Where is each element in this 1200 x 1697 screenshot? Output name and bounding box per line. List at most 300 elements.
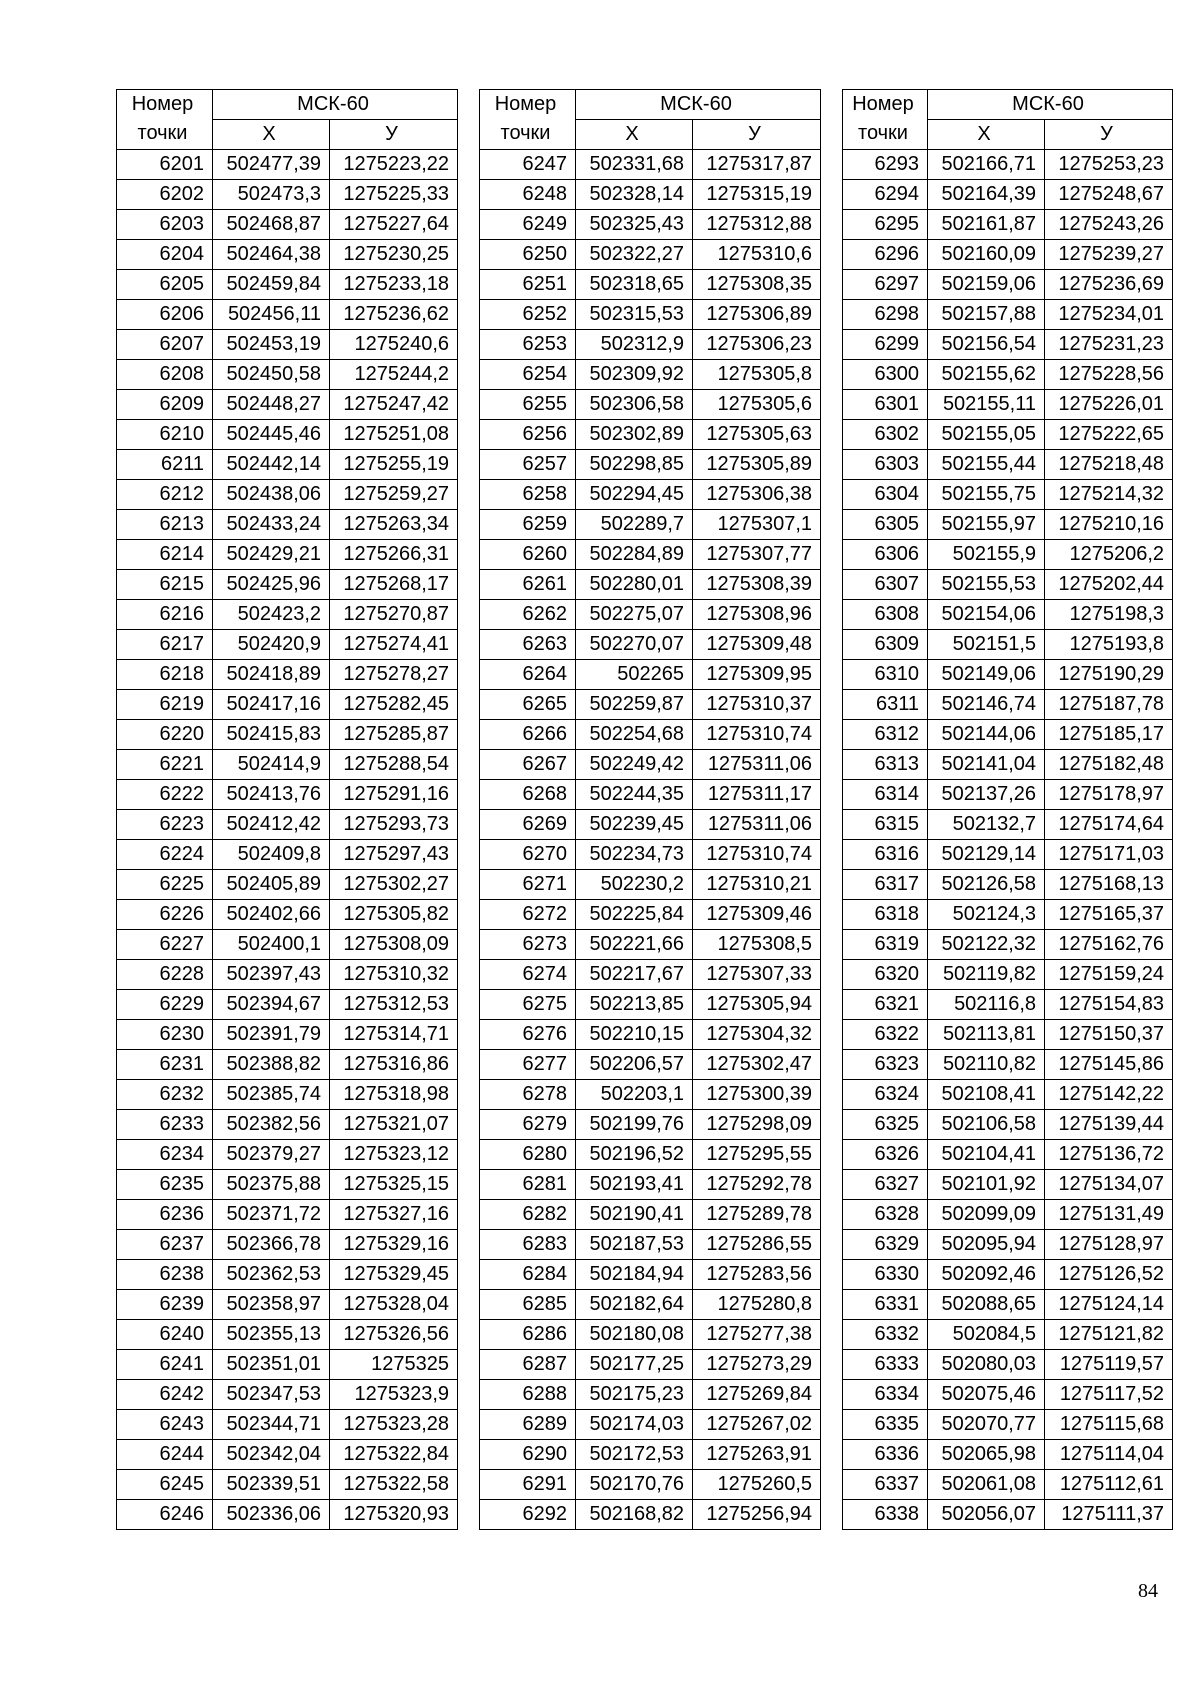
table-row: [480, 150, 821, 180]
coords-table: [479, 89, 821, 1530]
table-row: [843, 360, 1173, 390]
point-number-cell: 6327: [843, 1170, 928, 1200]
y-coordinate-cell: 1275227,64: [330, 210, 458, 240]
point-number-cell: 6300: [843, 360, 928, 390]
x-coordinate-cell: 502280,01: [576, 570, 693, 600]
x-coordinate-cell: 502132,7: [928, 810, 1045, 840]
y-coordinate-cell: 1275277,38: [693, 1320, 821, 1350]
y-coordinate-cell: 1275182,48: [1045, 750, 1173, 780]
table-row: [117, 570, 458, 600]
table-row: [843, 870, 1173, 900]
point-number-cell: 6322: [843, 1020, 928, 1050]
x-coordinate-cell: 502155,44: [928, 450, 1045, 480]
point-number-cell: 6255: [480, 390, 576, 420]
point-number-cell: 6204: [117, 240, 213, 270]
point-number-cell: 6317: [843, 870, 928, 900]
x-coordinate-cell: 502203,1: [576, 1080, 693, 1110]
point-number-cell: 6265: [480, 690, 576, 720]
point-number-cell: 6305: [843, 510, 928, 540]
table-row: [480, 420, 821, 450]
point-number-cell: 6278: [480, 1080, 576, 1110]
x-coordinate-cell: 502155,9: [928, 540, 1045, 570]
point-number-cell: 6241: [117, 1350, 213, 1380]
x-coordinate-cell: 502351,01: [213, 1350, 330, 1380]
point-number-cell: 6310: [843, 660, 928, 690]
y-coordinate-cell: 1275320,93: [330, 1500, 458, 1530]
point-number-cell: 6286: [480, 1320, 576, 1350]
point-number-cell: 6213: [117, 510, 213, 540]
y-coordinate-cell: 1275228,56: [1045, 360, 1173, 390]
x-coordinate-cell: 502156,54: [928, 330, 1045, 360]
point-number-cell: 6273: [480, 930, 576, 960]
table-row: [843, 780, 1173, 810]
table-row: [843, 1260, 1173, 1290]
y-coordinate-cell: 1275223,22: [330, 150, 458, 180]
table-row: [117, 1350, 458, 1380]
table-row: [843, 1170, 1173, 1200]
table-row: [843, 420, 1173, 450]
point-number-cell: 6279: [480, 1110, 576, 1140]
table-row: [480, 570, 821, 600]
table-row: [117, 1170, 458, 1200]
point-number-cell: 6321: [843, 990, 928, 1020]
y-coordinate-cell: 1275307,1: [693, 510, 821, 540]
y-coordinate-cell: 1275187,78: [1045, 690, 1173, 720]
table-row: [480, 1290, 821, 1320]
y-coordinate-cell: 1275171,03: [1045, 840, 1173, 870]
x-coordinate-cell: 502375,88: [213, 1170, 330, 1200]
point-number-cell: 6219: [117, 690, 213, 720]
x-coordinate-cell: 502336,06: [213, 1500, 330, 1530]
table-row: [117, 840, 458, 870]
x-coordinate-cell: 502164,39: [928, 180, 1045, 210]
table-row: [480, 690, 821, 720]
table-row: [117, 300, 458, 330]
point-number-cell: 6262: [480, 600, 576, 630]
point-number-cell: 6232: [117, 1080, 213, 1110]
x-coordinate-cell: 502259,87: [576, 690, 693, 720]
y-coordinate-cell: 1275306,38: [693, 480, 821, 510]
table-row: [117, 750, 458, 780]
point-number-cell: 6223: [117, 810, 213, 840]
table-row: [480, 1440, 821, 1470]
x-coordinate-cell: 502190,41: [576, 1200, 693, 1230]
table-row: [117, 1230, 458, 1260]
y-coordinate-cell: 1275329,45: [330, 1260, 458, 1290]
table-row: [480, 360, 821, 390]
table-row: [117, 1380, 458, 1410]
table-row: [480, 1260, 821, 1290]
point-number-cell: 6309: [843, 630, 928, 660]
x-coordinate-cell: 502106,58: [928, 1110, 1045, 1140]
x-coordinate-cell: 502366,78: [213, 1230, 330, 1260]
table-row: [117, 1410, 458, 1440]
y-coordinate-cell: 1275278,27: [330, 660, 458, 690]
y-coordinate-cell: 1275268,17: [330, 570, 458, 600]
table-row: [843, 1320, 1173, 1350]
table-row: [480, 480, 821, 510]
point-number-cell: 6220: [117, 720, 213, 750]
y-column-header: У: [693, 120, 821, 150]
x-coordinate-cell: 502155,75: [928, 480, 1045, 510]
table-row: [480, 1170, 821, 1200]
y-coordinate-cell: 1275310,37: [693, 690, 821, 720]
table-row: [117, 450, 458, 480]
point-number-cell: 6256: [480, 420, 576, 450]
y-coordinate-cell: 1275111,37: [1045, 1500, 1173, 1530]
point-number-cell: 6313: [843, 750, 928, 780]
y-coordinate-cell: 1275121,82: [1045, 1320, 1173, 1350]
x-coordinate-cell: 502298,85: [576, 450, 693, 480]
x-coordinate-cell: 502382,56: [213, 1110, 330, 1140]
y-coordinate-cell: 1275225,33: [330, 180, 458, 210]
point-number-cell: 6249: [480, 210, 576, 240]
table-row: [117, 1260, 458, 1290]
y-coordinate-cell: 1275214,32: [1045, 480, 1173, 510]
point-number-cell: 6203: [117, 210, 213, 240]
y-coordinate-cell: 1275322,58: [330, 1470, 458, 1500]
point-number-cell: 6320: [843, 960, 928, 990]
table-row: [843, 450, 1173, 480]
x-coordinate-cell: 502318,65: [576, 270, 693, 300]
y-coordinate-cell: 1275302,27: [330, 870, 458, 900]
point-number-cell: 6218: [117, 660, 213, 690]
table-row: [480, 930, 821, 960]
y-coordinate-cell: 1275315,19: [693, 180, 821, 210]
table-row: [843, 540, 1173, 570]
point-number-header: Номер точки: [117, 90, 213, 150]
table-row: [480, 1320, 821, 1350]
x-coordinate-cell: 502456,11: [213, 300, 330, 330]
table-row: [480, 1350, 821, 1380]
table-row: [117, 690, 458, 720]
y-coordinate-cell: 1275328,04: [330, 1290, 458, 1320]
x-coordinate-cell: 502174,03: [576, 1410, 693, 1440]
table-row: [843, 930, 1173, 960]
table-row: [843, 1410, 1173, 1440]
x-coordinate-cell: 502159,06: [928, 270, 1045, 300]
x-coordinate-cell: 502270,07: [576, 630, 693, 660]
point-number-cell: 6329: [843, 1230, 928, 1260]
x-coordinate-cell: 502144,06: [928, 720, 1045, 750]
x-coordinate-cell: 502400,1: [213, 930, 330, 960]
x-coordinate-cell: 502249,42: [576, 750, 693, 780]
x-coordinate-cell: 502420,9: [213, 630, 330, 660]
y-coordinate-cell: 1275293,73: [330, 810, 458, 840]
y-coordinate-cell: 1275185,17: [1045, 720, 1173, 750]
x-coordinate-cell: 502442,14: [213, 450, 330, 480]
y-coordinate-cell: 1275126,52: [1045, 1260, 1173, 1290]
table-row: [480, 900, 821, 930]
y-coordinate-cell: 1275193,8: [1045, 630, 1173, 660]
point-number-cell: 6240: [117, 1320, 213, 1350]
y-coordinate-cell: 1275263,34: [330, 510, 458, 540]
point-number-cell: 6277: [480, 1050, 576, 1080]
x-coordinate-cell: 502172,53: [576, 1440, 693, 1470]
table-row: [117, 1200, 458, 1230]
y-coordinate-cell: 1275139,44: [1045, 1110, 1173, 1140]
table-row: [843, 150, 1173, 180]
y-coordinate-cell: 1275295,55: [693, 1140, 821, 1170]
point-number-cell: 6290: [480, 1440, 576, 1470]
x-coordinate-cell: 502166,71: [928, 150, 1045, 180]
y-coordinate-cell: 1275273,29: [693, 1350, 821, 1380]
x-coordinate-cell: 502177,25: [576, 1350, 693, 1380]
point-number-cell: 6275: [480, 990, 576, 1020]
x-coordinate-cell: 502092,46: [928, 1260, 1045, 1290]
y-coordinate-cell: 1275233,18: [330, 270, 458, 300]
table-row: [117, 1140, 458, 1170]
x-coordinate-cell: 502084,5: [928, 1320, 1045, 1350]
point-number-cell: 6233: [117, 1110, 213, 1140]
x-coordinate-cell: 502302,89: [576, 420, 693, 450]
y-coordinate-cell: 1275310,74: [693, 840, 821, 870]
point-number-cell: 6236: [117, 1200, 213, 1230]
y-coordinate-cell: 1275305,8: [693, 360, 821, 390]
point-number-cell: 6334: [843, 1380, 928, 1410]
point-number-cell: 6303: [843, 450, 928, 480]
x-coordinate-cell: 502184,94: [576, 1260, 693, 1290]
point-number-cell: 6269: [480, 810, 576, 840]
y-coordinate-cell: 1275240,6: [330, 330, 458, 360]
point-number-cell: 6259: [480, 510, 576, 540]
x-coordinate-cell: 502157,88: [928, 300, 1045, 330]
point-number-cell: 6318: [843, 900, 928, 930]
point-number-cell: 6308: [843, 600, 928, 630]
x-coordinate-cell: 502339,51: [213, 1470, 330, 1500]
point-number-cell: 6280: [480, 1140, 576, 1170]
x-coordinate-cell: 502080,03: [928, 1350, 1045, 1380]
table-row: [117, 990, 458, 1020]
x-coordinate-cell: 502149,06: [928, 660, 1045, 690]
y-coordinate-cell: 1275206,2: [1045, 540, 1173, 570]
y-coordinate-cell: 1275316,86: [330, 1050, 458, 1080]
y-coordinate-cell: 1275202,44: [1045, 570, 1173, 600]
point-number-cell: 6315: [843, 810, 928, 840]
point-number-cell: 6338: [843, 1500, 928, 1530]
x-coordinate-cell: 502385,74: [213, 1080, 330, 1110]
x-coordinate-cell: 502342,04: [213, 1440, 330, 1470]
table-row: [480, 1470, 821, 1500]
point-number-cell: 6267: [480, 750, 576, 780]
table-row: [480, 240, 821, 270]
x-coordinate-cell: 502154,06: [928, 600, 1045, 630]
y-coordinate-cell: 1275307,77: [693, 540, 821, 570]
point-number-cell: 6244: [117, 1440, 213, 1470]
y-coordinate-cell: 1275128,97: [1045, 1230, 1173, 1260]
x-coordinate-cell: 502210,15: [576, 1020, 693, 1050]
point-number-cell: 6289: [480, 1410, 576, 1440]
x-coordinate-cell: 502239,45: [576, 810, 693, 840]
y-coordinate-cell: 1275326,56: [330, 1320, 458, 1350]
x-coordinate-cell: 502414,9: [213, 750, 330, 780]
point-number-cell: 6296: [843, 240, 928, 270]
point-number-cell: 6214: [117, 540, 213, 570]
table-row: [843, 1110, 1173, 1140]
table-row: [843, 330, 1173, 360]
point-number-cell: 6291: [480, 1470, 576, 1500]
y-coordinate-cell: 1275310,32: [330, 960, 458, 990]
x-coordinate-cell: 502122,32: [928, 930, 1045, 960]
table-row: [843, 270, 1173, 300]
point-number-cell: 6254: [480, 360, 576, 390]
table-row: [480, 1110, 821, 1140]
x-coordinate-cell: 502124,3: [928, 900, 1045, 930]
table-row: [480, 390, 821, 420]
point-number-cell: 6248: [480, 180, 576, 210]
point-number-cell: 6210: [117, 420, 213, 450]
x-coordinate-cell: 502312,9: [576, 330, 693, 360]
coords-table-body: [843, 150, 1173, 1530]
x-coordinate-cell: 502095,94: [928, 1230, 1045, 1260]
y-coordinate-cell: 1275283,56: [693, 1260, 821, 1290]
table-row: [843, 810, 1173, 840]
point-number-cell: 6230: [117, 1020, 213, 1050]
point-number-cell: 6271: [480, 870, 576, 900]
coords-table-block-1: [116, 89, 458, 1530]
y-coordinate-cell: 1275308,96: [693, 600, 821, 630]
y-coordinate-cell: 1275298,09: [693, 1110, 821, 1140]
point-number-cell: 6217: [117, 630, 213, 660]
coords-table-body: [480, 150, 821, 1530]
x-coordinate-cell: 502193,41: [576, 1170, 693, 1200]
point-number-cell: 6250: [480, 240, 576, 270]
table-row: [843, 240, 1173, 270]
table-row: [480, 600, 821, 630]
x-coordinate-cell: 502391,79: [213, 1020, 330, 1050]
x-coordinate-cell: 502371,72: [213, 1200, 330, 1230]
x-coordinate-cell: 502315,53: [576, 300, 693, 330]
table-row: [117, 1320, 458, 1350]
point-number-cell: 6324: [843, 1080, 928, 1110]
point-number-cell: 6215: [117, 570, 213, 600]
y-coordinate-cell: 1275253,23: [1045, 150, 1173, 180]
table-row: [480, 1380, 821, 1410]
point-number-cell: 6328: [843, 1200, 928, 1230]
y-coordinate-cell: 1275236,69: [1045, 270, 1173, 300]
y-coordinate-cell: 1275308,5: [693, 930, 821, 960]
y-coordinate-cell: 1275270,87: [330, 600, 458, 630]
table-row: [480, 1200, 821, 1230]
table-row: [480, 990, 821, 1020]
point-number-cell: 6336: [843, 1440, 928, 1470]
x-coordinate-cell: 502075,46: [928, 1380, 1045, 1410]
y-coordinate-cell: 1275323,9: [330, 1380, 458, 1410]
y-coordinate-cell: 1275305,94: [693, 990, 821, 1020]
y-coordinate-cell: 1275266,31: [330, 540, 458, 570]
y-coordinate-cell: 1275311,17: [693, 780, 821, 810]
y-coordinate-cell: 1275119,57: [1045, 1350, 1173, 1380]
table-row: [480, 1500, 821, 1530]
table-row: [843, 1350, 1173, 1380]
point-number-cell: 6261: [480, 570, 576, 600]
y-coordinate-cell: 1275274,41: [330, 630, 458, 660]
x-coordinate-cell: 502379,27: [213, 1140, 330, 1170]
table-row: [117, 150, 458, 180]
point-number-cell: 6299: [843, 330, 928, 360]
x-coordinate-cell: 502306,58: [576, 390, 693, 420]
table-row: [480, 300, 821, 330]
y-coordinate-cell: 1275286,55: [693, 1230, 821, 1260]
y-coordinate-cell: 1275134,07: [1045, 1170, 1173, 1200]
table-row: [480, 630, 821, 660]
y-coordinate-cell: 1275260,5: [693, 1470, 821, 1500]
table-row: [843, 840, 1173, 870]
x-coordinate-cell: 502397,43: [213, 960, 330, 990]
point-number-cell: 6276: [480, 1020, 576, 1050]
point-number-cell: 6295: [843, 210, 928, 240]
x-coordinate-cell: 502182,64: [576, 1290, 693, 1320]
table-row: [843, 1200, 1173, 1230]
table-row: [117, 540, 458, 570]
table-row: [117, 810, 458, 840]
table-row: [117, 1500, 458, 1530]
x-coordinate-cell: 502099,09: [928, 1200, 1045, 1230]
y-coordinate-cell: 1275329,16: [330, 1230, 458, 1260]
y-coordinate-cell: 1275280,8: [693, 1290, 821, 1320]
point-number-cell: 6331: [843, 1290, 928, 1320]
point-number-cell: 6253: [480, 330, 576, 360]
y-coordinate-cell: 1275310,74: [693, 720, 821, 750]
table-row: [843, 1140, 1173, 1170]
y-coordinate-cell: 1275318,98: [330, 1080, 458, 1110]
table-row: [117, 210, 458, 240]
point-number-cell: 6246: [117, 1500, 213, 1530]
point-number-cell: 6221: [117, 750, 213, 780]
x-coordinate-cell: 502199,76: [576, 1110, 693, 1140]
y-coordinate-cell: 1275306,89: [693, 300, 821, 330]
point-number-cell: 6282: [480, 1200, 576, 1230]
y-coordinate-cell: 1275114,04: [1045, 1440, 1173, 1470]
x-column-header: Х: [928, 120, 1045, 150]
point-number-cell: 6242: [117, 1380, 213, 1410]
y-coordinate-cell: 1275239,27: [1045, 240, 1173, 270]
x-coordinate-cell: 502425,96: [213, 570, 330, 600]
y-coordinate-cell: 1275308,09: [330, 930, 458, 960]
coords-table: [842, 89, 1173, 1530]
x-coordinate-cell: 502355,13: [213, 1320, 330, 1350]
x-coordinate-cell: 502104,41: [928, 1140, 1045, 1170]
point-number-cell: 6234: [117, 1140, 213, 1170]
table-row: [843, 990, 1173, 1020]
x-coordinate-cell: 502108,41: [928, 1080, 1045, 1110]
x-coordinate-cell: 502358,97: [213, 1290, 330, 1320]
x-coordinate-cell: 502405,89: [213, 870, 330, 900]
table-row: [117, 930, 458, 960]
table-row: [480, 960, 821, 990]
x-coordinate-cell: 502126,58: [928, 870, 1045, 900]
point-number-cell: 6316: [843, 840, 928, 870]
table-row: [480, 270, 821, 300]
x-coordinate-cell: 502217,67: [576, 960, 693, 990]
point-number-cell: 6314: [843, 780, 928, 810]
point-number-cell: 6263: [480, 630, 576, 660]
x-coordinate-cell: 502275,07: [576, 600, 693, 630]
y-coordinate-cell: 1275309,95: [693, 660, 821, 690]
y-coordinate-cell: 1275305,6: [693, 390, 821, 420]
y-coordinate-cell: 1275305,89: [693, 450, 821, 480]
x-coordinate-cell: 502196,52: [576, 1140, 693, 1170]
point-number-cell: 6251: [480, 270, 576, 300]
x-coordinate-cell: 502413,76: [213, 780, 330, 810]
table-row: [480, 780, 821, 810]
point-number-cell: 6235: [117, 1170, 213, 1200]
x-coordinate-cell: 502155,53: [928, 570, 1045, 600]
point-number-cell: 6209: [117, 390, 213, 420]
y-coordinate-cell: 1275162,76: [1045, 930, 1173, 960]
table-row: [480, 1020, 821, 1050]
x-coordinate-cell: 502155,97: [928, 510, 1045, 540]
